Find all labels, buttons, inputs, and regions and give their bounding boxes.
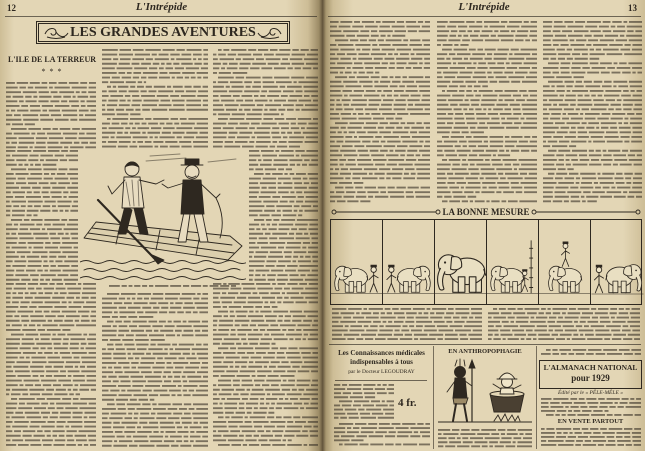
section-banner <box>36 21 290 44</box>
elephant-measured-icon <box>487 220 538 304</box>
elephant-and-man-icon <box>331 220 382 304</box>
elephant-icon <box>435 220 486 304</box>
ads-top-rule <box>329 344 641 345</box>
comic-title: LA BONNE MESURE <box>442 207 530 217</box>
medical-ad-author: par le Docteur LEGOUDRAY <box>348 369 415 375</box>
header-rule <box>5 16 317 17</box>
comic-strip <box>330 219 642 305</box>
man-riding-elephant-icon <box>539 220 590 304</box>
cartoon-title: EN ANTHROPOPHAGIE <box>448 348 522 355</box>
header-rule <box>328 16 641 17</box>
elephant-and-man-icon <box>383 220 434 304</box>
running-head: L'Intrépide <box>135 1 188 13</box>
sailors-fighting-in-boat-illustration <box>80 150 246 283</box>
running-head: L'Intrépide <box>458 1 510 13</box>
comic-panel <box>383 220 435 304</box>
page-number: 13 <box>628 3 637 13</box>
almanach-title: L'ALMANACH NATIONAL <box>543 363 638 372</box>
almanach-publisher: Édité par le « PÊLE-MÊLE » <box>558 390 623 396</box>
elephant-and-man-icon <box>591 220 644 304</box>
page-number: 12 <box>7 3 16 13</box>
cannibal-cooking-explorer-icon <box>438 358 532 426</box>
story-title: L'ILE DE LA TERREUR <box>7 55 97 64</box>
medical-ad-title: Les Connaissances médicales <box>338 349 425 357</box>
comic-panel <box>539 220 591 304</box>
medical-ad-price: 4 fr. <box>398 397 417 409</box>
comic-panel <box>591 220 644 304</box>
ads-divider <box>433 346 434 449</box>
medical-ad-rule <box>335 380 427 381</box>
comic-panel <box>487 220 539 304</box>
comic-panel <box>331 220 383 304</box>
comic-panel <box>435 220 487 304</box>
medical-ad-subtitle: indispensables à tous <box>350 358 413 366</box>
almanach-sales-line: EN VENTE PARTOUT <box>557 418 624 425</box>
section-banner-title: LES GRANDES AVENTURES <box>70 25 256 40</box>
story-ornament: * * * <box>41 67 63 76</box>
almanach-title-box <box>539 360 642 389</box>
flourish-ornament-icon <box>257 25 283 40</box>
almanach-year: pour 1929 <box>571 373 610 383</box>
ads-divider <box>536 346 537 449</box>
